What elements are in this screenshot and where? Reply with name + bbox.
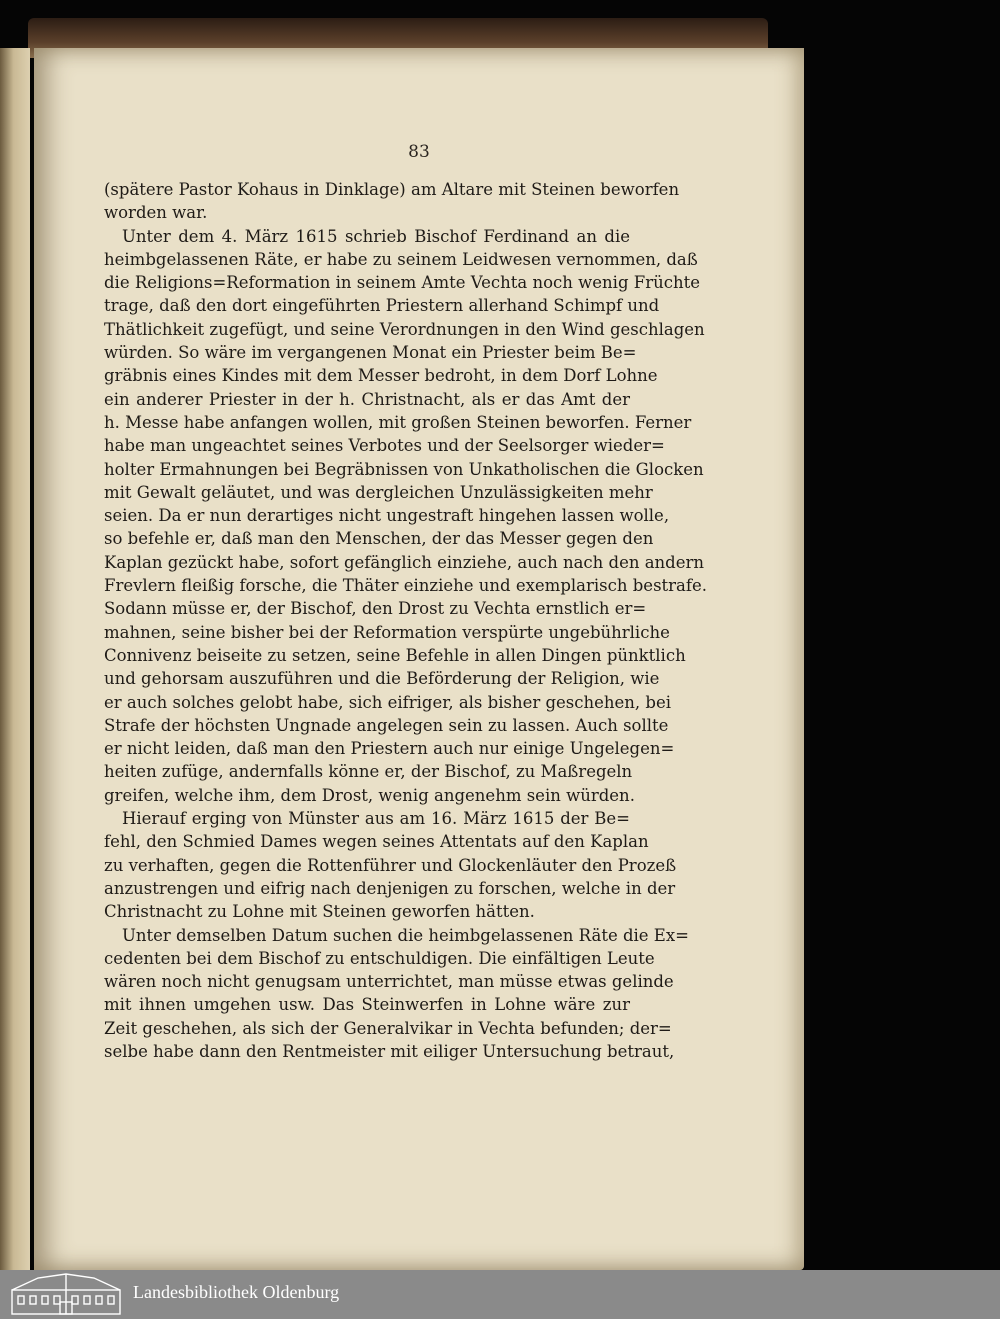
text-line: fehl, den Schmied Dames wegen seines Attentats auf den Kaplan — [104, 832, 649, 852]
left-page-edge — [0, 48, 30, 1270]
text-line: Frevlern fleißig forsche, die Thäter einziehe und exemplarisch bestrafe. — [104, 576, 708, 596]
text-line: er nicht leiden, daß man den Priestern auch nur einige Ungelegen= — [104, 739, 675, 759]
page-number: 83 — [408, 142, 430, 162]
text-line: holter Ermahnungen bei Begräbnissen von Unkatholischen die Glocken — [104, 459, 704, 479]
text-line: Sodann müsse er, der Bischof, den Drost zu Vechta ernstlich er= — [104, 599, 647, 619]
text-line: Strafe der höchsten Ungnade angelegen sein zu lassen. Auch sollte — [104, 715, 669, 735]
text-line: so befehle er, daß man den Menschen, der das Messer gegen den — [104, 529, 654, 549]
text-line: gräbnis eines Kindes mit dem Messer bedroht, in dem Dorf Lohne — [104, 366, 658, 386]
text-line: die Religions=Reformation in seinem Amte Vechta noch wenig Früchte — [104, 273, 700, 293]
text-line: würden. So wäre im vergangenen Monat ein Priester beim Be= — [104, 343, 637, 363]
text-line: heiten zufüge, andernfalls könne er, der Bischof, zu Maßregeln — [104, 762, 633, 782]
text-line: zu verhaften, gegen die Rottenführer und Glockenläuter den Prozeß — [104, 855, 677, 875]
text-line: habe man ungeachtet seines Verbotes und der Seelsorger wieder= — [104, 436, 665, 456]
library-name: Landesbibliothek Oldenburg — [133, 1282, 340, 1302]
text-line: h. Messe habe anfangen wollen, mit großen Steinen beworfen. Ferner — [104, 412, 692, 432]
text-line: Kaplan gezückt habe, sofort gefänglich einziehe, auch nach den andern — [104, 552, 705, 572]
text-line: worden war. — [104, 203, 208, 223]
text-line: mahnen, seine bisher bei der Reformation verspürte ungebührliche — [104, 622, 670, 642]
body-text — [104, 178, 708, 1063]
text-line: und gehorsam auszuführen und die Beförderung der Religion, wie — [104, 669, 660, 689]
text-line: Thätlichkeit zugefügt, und seine Verordnungen in den Wind geschlagen — [104, 319, 705, 339]
text-line: (spätere Pastor Kohaus in Dinklage) am Altare mit Steinen beworfen — [104, 180, 680, 199]
text-line: Unter demselben Datum suchen die heimbgelassenen Räte die Ex= — [122, 925, 689, 945]
text-line: Zeit geschehen, als sich der Generalvikar in Vechta befunden; der= — [104, 1018, 672, 1038]
text-line: seien. Da er nun derartiges nicht ungestraft hingehen lassen wolle, — [104, 506, 670, 526]
text-line: wären noch nicht genugsam unterrichtet, man müsse etwas gelinde — [104, 972, 674, 992]
text-line: Unter dem 4. März 1615 schrieb Bischof Ferdinand an die — [122, 226, 630, 246]
text-line: heimbgelassenen Räte, er habe zu seinem Leidwesen vernommen, daß — [104, 249, 698, 269]
text-line: selbe habe dann den Rentmeister mit eiliger Untersuchung betraut, — [104, 1041, 675, 1061]
text-line: anzustrengen und eifrig nach denjenigen zu forschen, welche in der — [104, 878, 676, 898]
text-line: mit Gewalt geläutet, und was dergleichen Unzulässigkeiten mehr — [104, 482, 653, 502]
text-line: er auch solches gelobt habe, sich eifriger, als bisher geschehen, bei — [104, 692, 672, 712]
library-footer — [0, 1270, 1000, 1319]
text-line: Hierauf erging von Münster aus am 16. März 1615 der Be= — [122, 809, 630, 829]
text-line: cedenten bei dem Bischof zu entschuldigen. Die einfältigen Leute — [104, 948, 655, 968]
text-line: Connivenz beiseite zu setzen, seine Befehle in allen Dingen pünktlich — [104, 645, 686, 665]
text-line: Christnacht zu Lohne mit Steinen geworfen hätten. — [104, 902, 535, 922]
text-line: trage, daß den dort eingeführten Priestern allerhand Schimpf und — [104, 296, 660, 316]
text-line: greifen, welche ihm, dem Drost, wenig angenehm sein würden. — [104, 785, 635, 805]
text-line: ein anderer Priester in der h. Christnacht, als er das Amt der — [104, 389, 630, 409]
library-building-logo — [8, 1272, 124, 1316]
text-line: mit ihnen umgehen usw. Das Steinwerfen in Lohne wäre zur — [104, 995, 630, 1015]
